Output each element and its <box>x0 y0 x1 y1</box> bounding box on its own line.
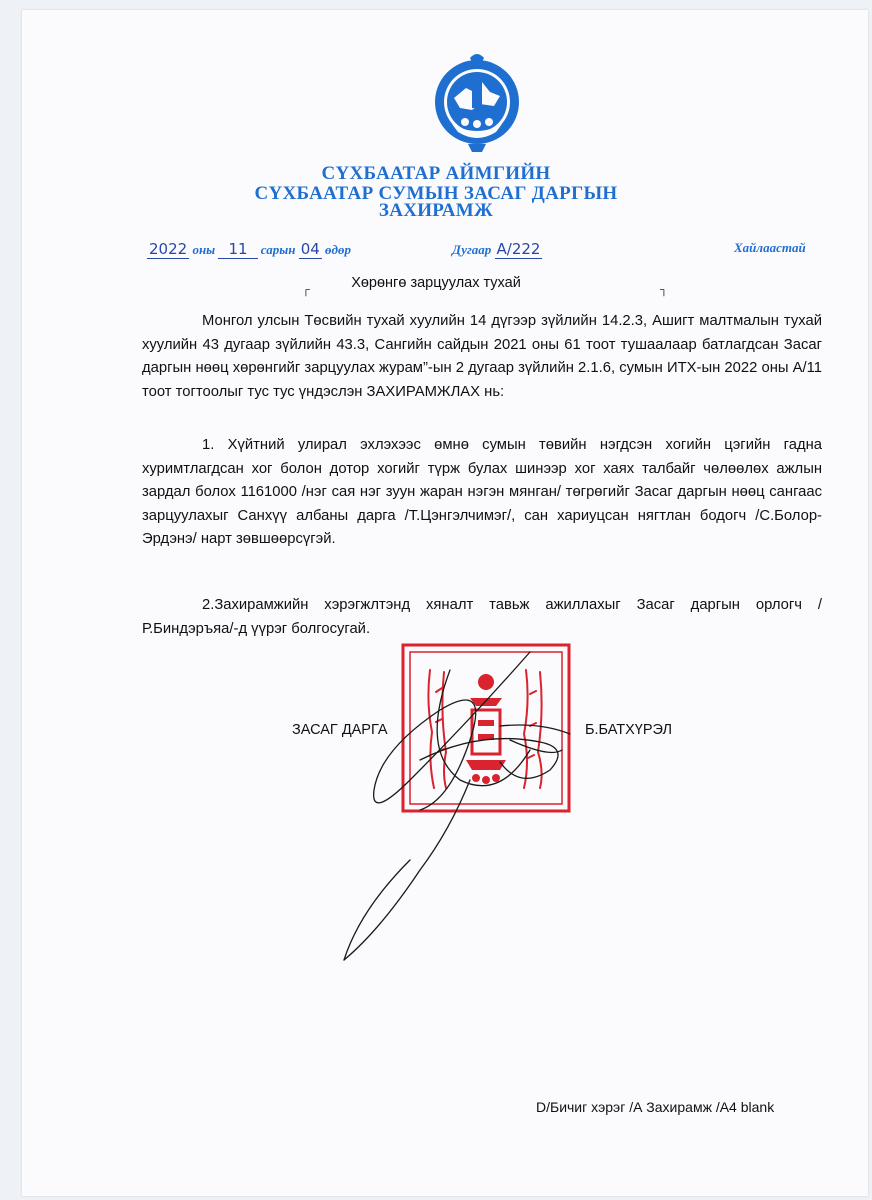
mongolia-state-emblem-icon <box>432 52 522 154</box>
signatory-title: ЗАСАГ ДАРГА <box>292 722 388 738</box>
document-subject: Хөрөнгө зарцуулах тухай <box>351 275 521 291</box>
document-number <box>452 240 542 258</box>
date-year: 2022 <box>149 240 188 258</box>
footer-file-path: D/Бичиг хэрэг /А Захирамж /А4 blank <box>536 1099 775 1115</box>
body-paragraph-2 <box>142 434 822 552</box>
handwritten-signature-icon <box>300 630 620 970</box>
document-type: ЗАХИРАМЖ <box>378 200 494 221</box>
date-month: 11 <box>218 240 257 259</box>
body-paragraph-2-text: 1. Хүйтний улирал эхлэхээс өмнө сумын төвийн нэгдсэн хогийн цэгийн гадна хуримтлагдсан хог болон дотор хогийг түрж булах шинээр хог хаях талбайг чөлөөлөх ажлын зардал болох 1161000 /нэг сая нэг зуун жаран нэгэн мянган/ төгрөгийг Засаг даргын нөөц сангаас зарцуулахыг Санхүү албаны дарга /Т.Цэнгэлчимэг/, сан хариуцсан нягтлан бодогч /С.Болор-Эрдэнэ/ нарт зөвшөөрсүгэй. <box>142 437 822 547</box>
corner-mark-right: ┐ <box>660 284 668 296</box>
date-year-label: оны <box>192 242 216 257</box>
organization-name-line1: СҮХБААТАР АЙМГИЙН <box>321 163 551 184</box>
signatory-name: Б.БАТХҮРЭЛ <box>585 722 672 738</box>
document-place: Хайлаастай <box>734 240 806 255</box>
number-label: Дугаар <box>452 242 492 257</box>
body-paragraph-1-text: Монгол улсын Төсвийн тухай хуулийн 14 дүгээр зүйлийн 14.2.3, Ашигт малтмалын тухай хуулийн 43 дугаар зүйлийн 43.3, Сангийн сайдын 2021 оны 61 тоот тушаалаар батлагдсан Засаг даргын нөөц хөрөнгийг зарцуулах журам”-ын 2 дугаар зүйлийн 2.1.6, сумын ИТХ-ын 2022 оны А/11 тоот тогтоолыг тус тус үндэслэн ЗАХИРАМЖЛАХ нь: <box>142 313 822 400</box>
body-paragraph-1 <box>142 310 822 404</box>
document-date <box>147 240 351 258</box>
date-day: 04 <box>300 240 320 258</box>
organization-name-line2: СҮХБААТАР СУМЫН ЗАСАГ ДАРГЫН <box>254 183 618 204</box>
number-value: А/222 <box>496 240 541 258</box>
body-paragraph-3-text: 2.Захирамжийн хэрэгжлтэнд хяналт тавьж ажиллахыг Засаг даргын орлогч /Р.Биндэръяа/-д үүрэг болгосугай. <box>142 597 822 637</box>
date-month-label: сарын <box>260 242 296 257</box>
corner-mark-left: ┌ <box>302 284 310 296</box>
date-day-label: өдөр <box>325 242 351 257</box>
